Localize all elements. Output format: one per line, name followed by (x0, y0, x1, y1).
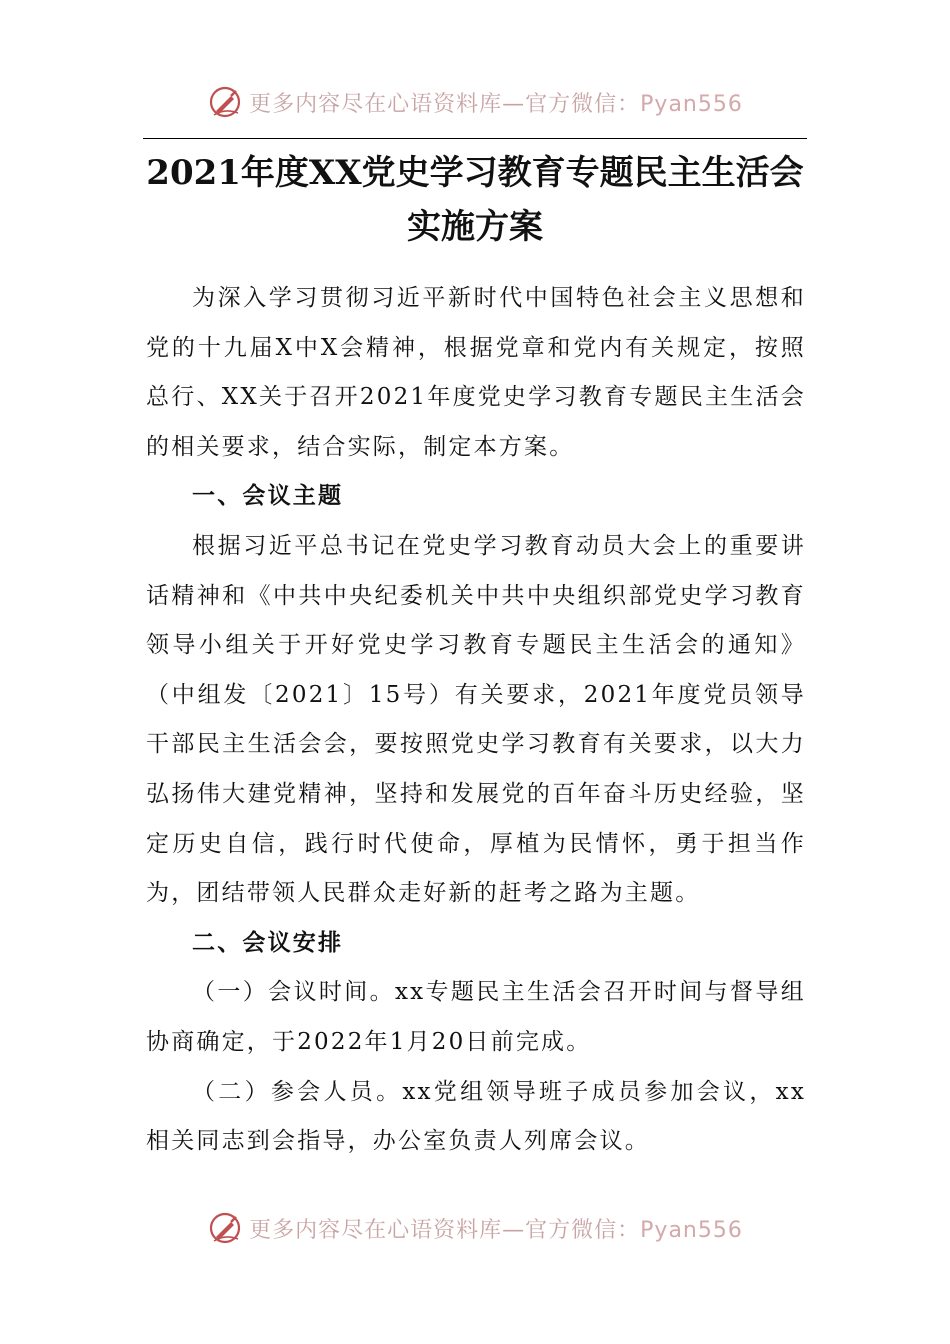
attendees-paragraph: （二）参会人员。xx党组领导班子成员参加会议，xx相关同志到会指导，办公室负责人列席会议。 (146, 1078, 806, 1155)
watermark-text: 更多内容尽在心语资料库—官方微信：Pyan556 (249, 1217, 743, 1243)
watermark-account: Pyan556 (640, 1217, 743, 1243)
meeting-time-paragraph: （一）会议时间。xx专题民主生活会召开时间与督导组协商确定，于2022年1月20日前完成。 (146, 979, 806, 1055)
section-heading-1: 一、会议主题 (192, 483, 344, 510)
section-1-paragraph: 根据习近平总书记在党史学习教育动员大会上的重要讲话精神和《中共中央纪委机关中共中央组织部党史学习教育领导小组关于开好党史学习教育专题民主生活会的通知》（中组发〔2021〕15号）有关要求，2021年度党员领导干部民主生活会会，要按照党史学习教育有关要求，以大力弘扬伟大建党精神，坚持和发展党的百年奋斗历史经验，坚定历史自信，践行时代使命，厚植为民情怀，勇于担当作为，团结带领人民群众走好新的赶考之路为主题。 (146, 532, 806, 907)
intro-paragraph: 为深入学习贯彻习近平新时代中国特色社会主义思想和党的十九届X中X会精神，根据党章和党内有关规定，按照总行、XX关于召开2021年度党史学习教育专题民主生活会的相关要求，结合实际，制定本方案。 (146, 285, 806, 460)
document-title: 2021年度XX党史学习教育专题民主生活会实施方案 (146, 153, 804, 247)
watermark-banner-bottom (0, 1206, 950, 1250)
header-rule (143, 138, 807, 139)
watermark-text: 更多内容尽在心语资料库—官方微信：Pyan556 (249, 91, 743, 117)
watermark-account: Pyan556 (640, 91, 743, 117)
document-body (146, 274, 806, 1167)
section-heading-2: 二、会议安排 (192, 929, 344, 956)
pen-logo-icon (207, 84, 243, 120)
pen-logo-icon (207, 1210, 243, 1246)
watermark-banner-top (0, 80, 950, 124)
